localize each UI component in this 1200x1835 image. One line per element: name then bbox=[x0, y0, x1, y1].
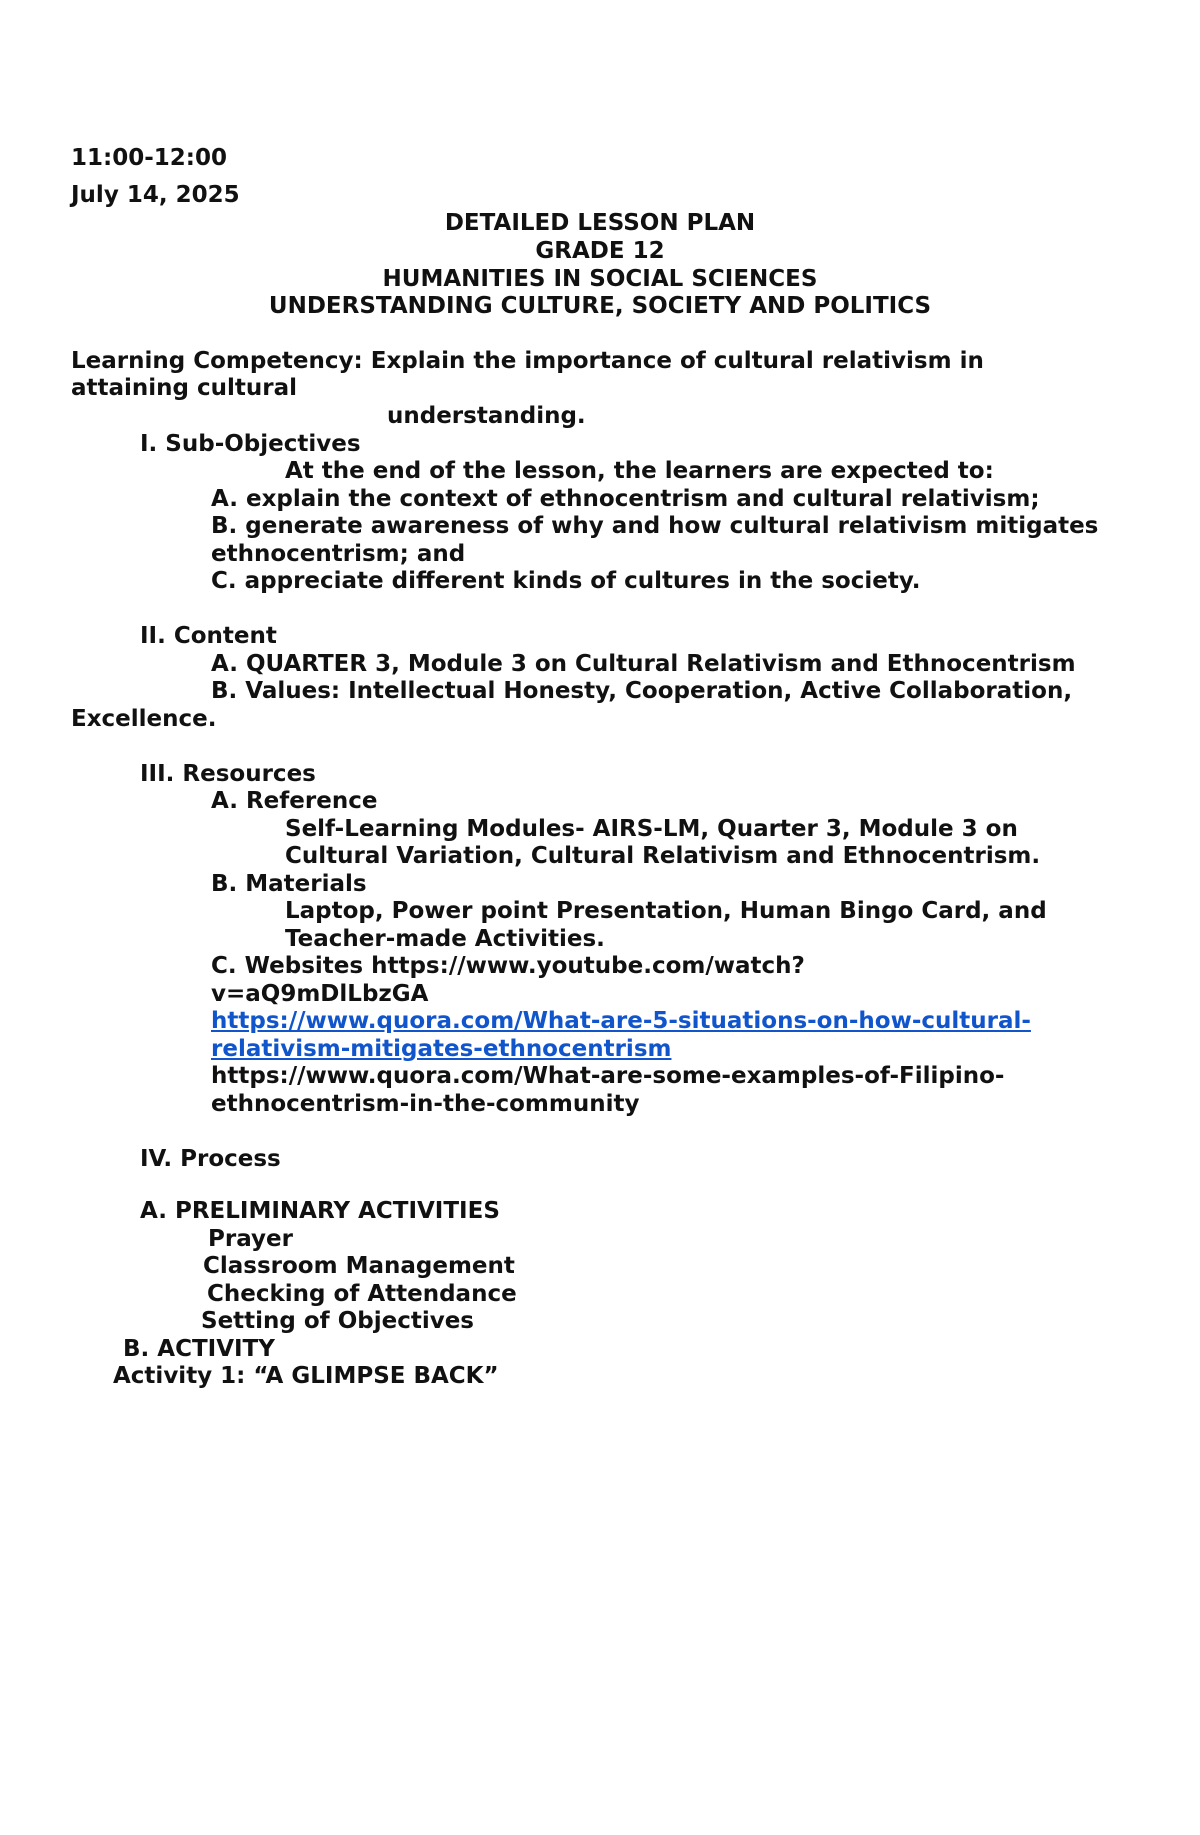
reference-line-1: Self-Learning Modules- AIRS-LM, Quarter 3, Module 3 on bbox=[285, 816, 1018, 842]
objective-b-line-1: B. generate awareness of why and how cultural relativism mitigates bbox=[211, 513, 1099, 539]
prelim-setting-objectives: Setting of Objectives bbox=[201, 1308, 474, 1334]
competency-line-1: Learning Competency: Explain the importance of cultural relativism in bbox=[71, 348, 984, 374]
activity-heading: B. ACTIVITY bbox=[123, 1336, 275, 1362]
lesson-date: July 14, 2025 bbox=[71, 182, 240, 208]
objective-c: C. appreciate different kinds of cultures in the society. bbox=[211, 568, 921, 594]
grade-level: GRADE 12 bbox=[535, 238, 665, 264]
prelim-checking-attendance: Checking of Attendance bbox=[207, 1281, 517, 1307]
website-link-1-text-a[interactable]: https://www.quora.com/What-are-5-situations-on-how-cultural- bbox=[211, 1008, 1031, 1034]
prelim-classroom-management: Classroom Management bbox=[203, 1253, 515, 1279]
sub-objectives-heading: I. Sub-Objectives bbox=[140, 431, 361, 457]
websites-line-1: C. Websites https://www.youtube.com/watch? bbox=[211, 953, 805, 979]
activity-1-title: Activity 1: “A GLIMPSE BACK” bbox=[113, 1363, 499, 1389]
reference-line-2: Cultural Variation, Cultural Relativism and Ethnocentrism. bbox=[285, 843, 1041, 869]
session-time: 11:00-12:00 bbox=[71, 145, 227, 171]
website-link-1-text-b[interactable]: relativism-mitigates-ethnocentrism bbox=[211, 1036, 672, 1062]
document-title: DETAILED LESSON PLAN bbox=[444, 210, 756, 236]
process-heading: IV. Process bbox=[140, 1146, 281, 1172]
reference-label: A. Reference bbox=[211, 788, 378, 814]
website-link-1[interactable] bbox=[211, 1008, 1031, 1035]
objectives-intro: At the end of the lesson, the learners are expected to: bbox=[285, 458, 994, 484]
website-link-2-line-2: ethnocentrism-in-the-community bbox=[211, 1091, 640, 1117]
content-b-line-2: Excellence. bbox=[71, 706, 217, 732]
materials-label: B. Materials bbox=[211, 871, 367, 897]
content-a: A. QUARTER 3, Module 3 on Cultural Relativism and Ethnocentrism bbox=[211, 651, 1076, 677]
websites-line-2: v=aQ9mDlLbzGA bbox=[211, 981, 429, 1007]
objective-a: A. explain the context of ethnocentrism and cultural relativism; bbox=[211, 486, 1040, 512]
website-link-1-cont[interactable] bbox=[211, 1036, 671, 1063]
subject-title: UNDERSTANDING CULTURE, SOCIETY AND POLITICS bbox=[268, 293, 932, 319]
content-b-line-1: B. Values: Intellectual Honesty, Cooperation, Active Collaboration, bbox=[211, 678, 1073, 704]
website-link-2-line-1: https://www.quora.com/What-are-some-examples-of-Filipino- bbox=[211, 1063, 1005, 1089]
materials-line-1: Laptop, Power point Presentation, Human Bingo Card, and bbox=[285, 898, 1047, 924]
materials-line-2: Teacher-made Activities. bbox=[285, 926, 605, 952]
resources-heading: III. Resources bbox=[140, 761, 316, 787]
preliminary-activities-heading: A. PRELIMINARY ACTIVITIES bbox=[140, 1198, 500, 1224]
competency-line-2: attaining cultural bbox=[71, 375, 298, 401]
content-heading: II. Content bbox=[140, 623, 277, 649]
prelim-prayer: Prayer bbox=[208, 1226, 293, 1252]
competency-line-3: understanding. bbox=[387, 403, 586, 429]
objective-b-line-2: ethnocentrism; and bbox=[211, 541, 466, 567]
strand-title: HUMANITIES IN SOCIAL SCIENCES bbox=[382, 266, 818, 292]
